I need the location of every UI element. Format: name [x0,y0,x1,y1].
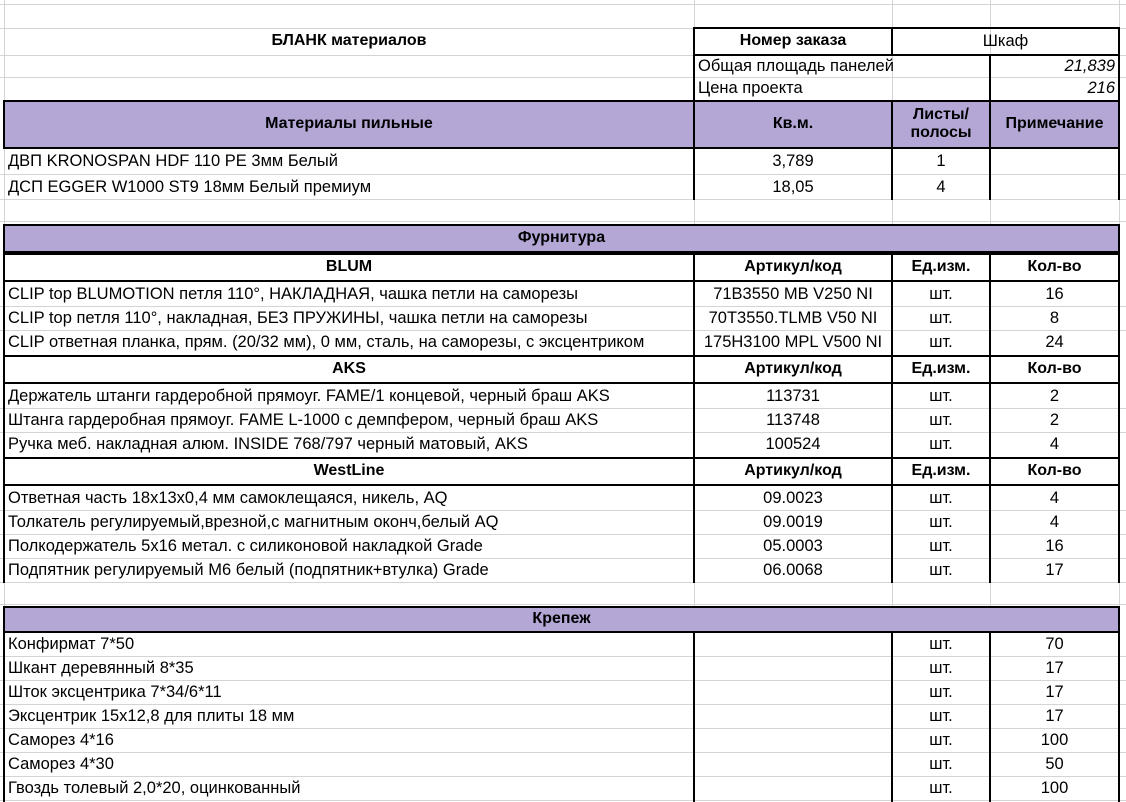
fastener-row-name: Шкант деревянный 8*35 [8,658,194,677]
fastener-row-name: Саморез 4*16 [8,730,114,749]
fastener-row-code[interactable] [694,656,892,680]
fastener-row-name: Саморез 4*30 [8,754,114,773]
order-number-label: Номер заказа [739,32,847,50]
saw-row-note[interactable] [990,149,1119,174]
total-area-value[interactable]: 21,839 [1064,56,1115,75]
fastener-row-unit[interactable]: шт. [929,682,953,701]
saw-header-note: Примечание [1005,114,1104,132]
fastener-row-qty[interactable]: 100 [1040,730,1069,749]
aks-row-code[interactable]: 100524 [765,434,821,453]
fastener-row-unit[interactable]: шт. [929,706,953,725]
westline-header-unit: Ед.изм. [911,461,971,479]
blum-header-code: Артикул/код [744,257,842,275]
saw-header-sheets: Листы/ полосы [910,105,972,141]
saw-row-name: ДВП KRONOSPAN HDF 110 PE 3мм Белый [8,152,339,171]
blum-row-unit[interactable]: шт. [929,284,953,303]
westline-row-code[interactable]: 09.0019 [763,512,823,531]
westline-row-qty[interactable]: 16 [1045,536,1064,555]
project-price-value[interactable]: 216 [1087,78,1115,97]
westline-row-name: Ответная часть 18х13х0,4 мм самоклещаяся, никель, AQ [8,488,448,507]
page-title: БЛАНК материалов [271,32,427,50]
fastener-row-qty[interactable]: 50 [1045,754,1064,773]
aks-header-unit: Ед.изм. [911,359,971,377]
aks-group-title: AKS [332,359,366,377]
saw-header-name: Материалы пильные [265,114,433,132]
westline-row-code[interactable]: 09.0023 [763,488,823,507]
order-number-value[interactable]: Шкаф [982,32,1029,51]
blum-header-unit: Ед.изм. [911,257,971,275]
blum-header-qty: Кол-во [1027,257,1082,275]
total-area-label: Общая площадь панелей [698,56,894,75]
saw-row-note[interactable] [990,175,1119,199]
blum-row-qty[interactable]: 8 [1049,308,1060,327]
fastener-row-name: Конфирмат 7*50 [8,634,135,653]
fastener-row-code[interactable] [694,680,892,704]
aks-row-unit[interactable]: шт. [929,410,953,429]
blum-row-code[interactable]: 70T3550.TLMB V50 NI [708,308,878,327]
blum-row-code[interactable]: 71B3550 MB V250 NI [713,284,873,303]
fastener-row-qty[interactable]: 17 [1045,706,1064,725]
westline-row-unit[interactable]: шт. [929,560,953,579]
fastener-row-code[interactable] [694,776,892,800]
aks-row-name: Держатель штанги гардеробной прямоуг. FAME/1 концевой, черный браш AKS [8,386,610,405]
westline-row-code[interactable]: 05.0003 [763,536,823,555]
saw-row-sheets[interactable]: 1 [936,152,946,171]
aks-row-unit[interactable]: шт. [929,386,953,405]
aks-header-qty: Кол-во [1027,359,1082,377]
fastener-row-code[interactable] [694,728,892,752]
westline-group-title: WestLine [313,461,385,479]
aks-row-qty[interactable]: 2 [1049,410,1060,429]
saw-header-area: Кв.м. [772,114,814,132]
blum-row-qty[interactable]: 24 [1045,332,1064,351]
westline-row-name: Подпятник регулируемый М6 белый (подпятник+втулка) Grade [8,560,489,579]
blum-row-name: CLIP top BLUMOTION петля 110°, НАКЛАДНАЯ, чашка петли на саморезы [8,284,579,303]
fasteners-section-title: Крепеж [4,607,1119,632]
westline-header-qty: Кол-во [1027,461,1082,479]
westline-row-unit[interactable]: шт. [929,488,953,507]
blum-group-title: BLUM [325,257,373,275]
westline-row-unit[interactable]: шт. [929,512,953,531]
westline-row-name: Полкодержатель 5х16 метал. с силиконовой накладкой Grade [8,536,483,555]
fastener-row-qty[interactable]: 70 [1045,634,1064,653]
aks-header-code: Артикул/код [744,359,842,377]
blum-row-unit[interactable]: шт. [929,308,953,327]
westline-row-qty[interactable]: 4 [1049,512,1060,531]
fastener-row-code[interactable] [694,752,892,776]
blum-row-name: CLIP top петля 110°, накладная, БЕЗ ПРУЖИНЫ, чашка петли на саморезы [8,308,588,327]
fastener-row-unit[interactable]: шт. [929,754,953,773]
westline-row-name: Толкатель регулируемый,врезной,с магнитным оконч,белый AQ [8,512,499,531]
furniture-section-title: Фурнитура [4,225,1119,251]
fastener-row-code[interactable] [694,632,892,656]
aks-row-name: Штанга гардеробная прямоуг. FAME L-1000 с демпфером, черный браш AKS [8,410,599,429]
blum-row-name: CLIP ответная планка, прям. (20/32 мм), 0 мм, сталь, на саморезы, с эксцентриком [8,332,645,351]
fastener-row-name: Гвоздь толевый 2,0*20, оцинкованный [8,778,301,797]
fastener-row-code[interactable] [694,704,892,728]
blum-row-unit[interactable]: шт. [929,332,953,351]
blum-row-code[interactable]: 175H3100 MPL V500 NI [703,332,883,351]
aks-row-qty[interactable]: 2 [1049,386,1060,405]
saw-row-area[interactable]: 3,789 [772,152,814,171]
aks-row-code[interactable]: 113748 [766,410,820,429]
fastener-row-unit[interactable]: шт. [929,634,953,653]
westline-row-code[interactable]: 06.0068 [763,560,823,579]
aks-row-unit[interactable]: шт. [929,434,953,453]
project-price-label: Цена проекта [698,78,803,97]
fastener-row-qty[interactable]: 100 [1040,778,1069,797]
fastener-row-unit[interactable]: шт. [929,730,953,749]
fastener-row-name: Эксцентрик 15х12,8 для плиты 18 мм [8,706,295,725]
fastener-row-unit[interactable]: шт. [929,658,953,677]
fastener-row-name: Шток эксцентрика 7*34/6*11 [8,682,222,701]
westline-row-unit[interactable]: шт. [929,536,953,555]
fastener-row-qty[interactable]: 17 [1045,658,1064,677]
saw-row-area[interactable]: 18,05 [772,177,814,196]
fastener-row-unit[interactable]: шт. [929,778,953,797]
blum-row-qty[interactable]: 16 [1045,284,1064,303]
saw-row-name: ДСП EGGER W1000 ST9 18мм Белый премиум [8,177,372,196]
aks-row-qty[interactable]: 4 [1049,434,1060,453]
aks-row-name: Ручка меб. накладная алюм. INSIDE 768/797 черный матовый, AKS [8,434,528,453]
aks-row-code[interactable]: 113731 [766,386,820,405]
westline-row-qty[interactable]: 4 [1049,488,1060,507]
fastener-row-qty[interactable]: 17 [1045,682,1064,701]
westline-header-code: Артикул/код [744,461,842,479]
westline-row-qty[interactable]: 17 [1045,560,1064,579]
saw-row-sheets[interactable]: 4 [936,177,946,196]
